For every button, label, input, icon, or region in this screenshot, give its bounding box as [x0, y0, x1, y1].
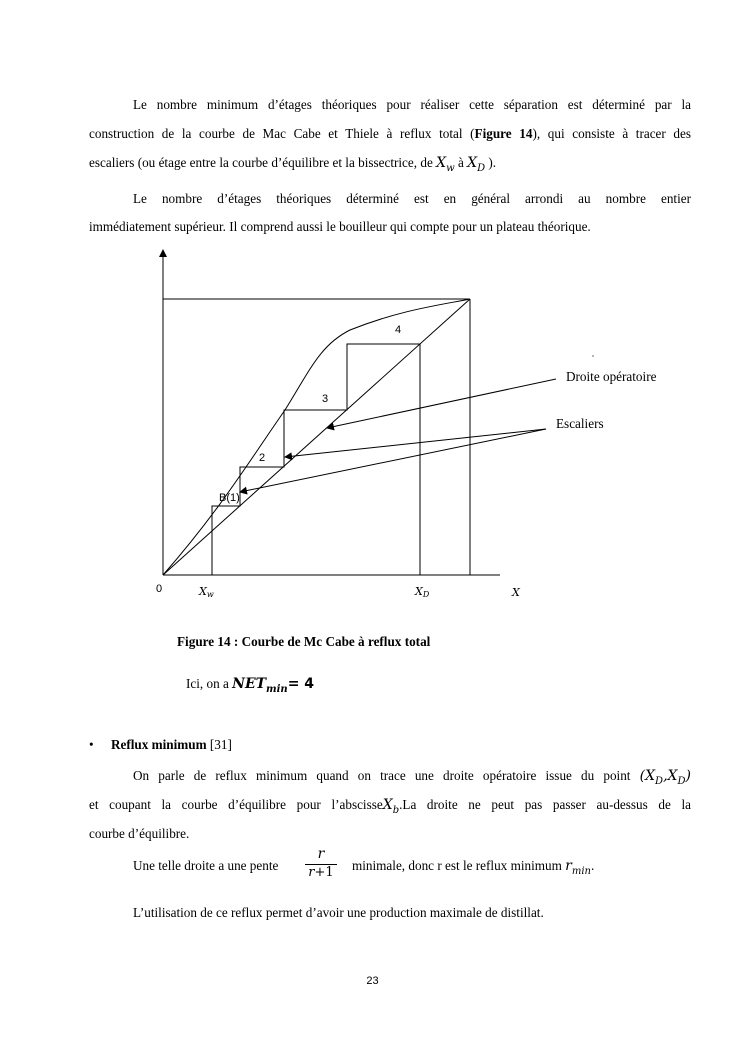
xb-symbol: $X_b$ — [382, 796, 400, 816]
operating-line-annotation: Droite opératoire — [566, 369, 657, 384]
page-number: 23 — [366, 975, 379, 987]
reflux-use-paragraph: L’utilisation de ce reflux permet d’avoir une production maximale de distillat. — [133, 905, 544, 920]
reflux-line-1: On parle de reflux minimum quand on trace une droite opératoire issue du point $(X_D,X_D)$ — [133, 768, 691, 787]
stage-label-3: 3 — [322, 393, 329, 405]
bullet-icon: • — [89, 737, 94, 752]
xw-axis-label: Xw — [199, 585, 214, 599]
reflux-line-2: et coupant la courbe d’équilibre pour l’abscisseX$_b$.La droite ne peut pas passer au-dessus de la — [89, 796, 691, 816]
staircase — [212, 344, 420, 575]
stairs-annotation: Escaliers — [556, 416, 604, 431]
point-xd-xd: $(X_D,X_D)$ — [639, 768, 691, 787]
stage-label-b1: B(1) — [219, 492, 240, 504]
intro-line-2: construction de la courbe de Mac Cabe et Thiele à reflux total (Figure 14), qui consiste à tracer des — [89, 126, 691, 141]
stray-dot — [592, 355, 593, 356]
slope-sentence: Une telle droite a une pente r r+1 minimale, donc r est le reflux minimum $r_{min}$. — [133, 846, 595, 880]
rmin-symbol: $r_{min}$ — [565, 858, 591, 877]
stages-line-1: Le nombre d’étages théoriques déterminé est en général arrondi au nombre entier — [133, 191, 691, 206]
intro-line-1: Le nombre minimum d’étages théoriques pour réaliser cette séparation est déterminé par la — [133, 97, 691, 112]
section-heading: • Reflux minimum [31] — [89, 737, 232, 752]
x-axis-label: X — [512, 586, 520, 599]
xw-symbol: $X_w$ — [436, 155, 455, 174]
reflux-line-3: courbe d’équilibre. — [89, 825, 190, 841]
intro-line-3: escaliers (ou étage entre la courbe d’équilibre et la bissectrice, de $X_w$ à $X_D$ ). — [89, 155, 497, 174]
stages-line-2: immédiatement supérieur. Il comprend aussi le bouilleur qui compte pour un plateau théorique. — [89, 219, 591, 234]
xd-symbol: $X_D$ — [467, 155, 486, 174]
stairs-arrow-lower — [240, 429, 546, 492]
net-min-symbol: $NET_{min}$ — [232, 676, 288, 695]
xd-axis-label: XD — [415, 585, 430, 599]
operating-line-arrow — [327, 379, 556, 428]
figure-caption: Figure 14 : Courbe de Mc Cabe à reflux total — [177, 634, 431, 649]
slope-fraction: r r+1 — [303, 846, 339, 880]
reflux-min-paragraph — [89, 764, 691, 845]
origin-label: 0 — [156, 583, 163, 595]
figure-reference: Figure 14 — [474, 126, 533, 141]
stage-label-4: 4 — [395, 324, 402, 336]
net-min-line: Ici, on a $NET_{min}= 4$ — [186, 676, 315, 695]
stairs-arrow-upper — [285, 429, 546, 457]
diagonal-line — [163, 299, 470, 575]
stage-label-2: 2 — [259, 452, 266, 464]
